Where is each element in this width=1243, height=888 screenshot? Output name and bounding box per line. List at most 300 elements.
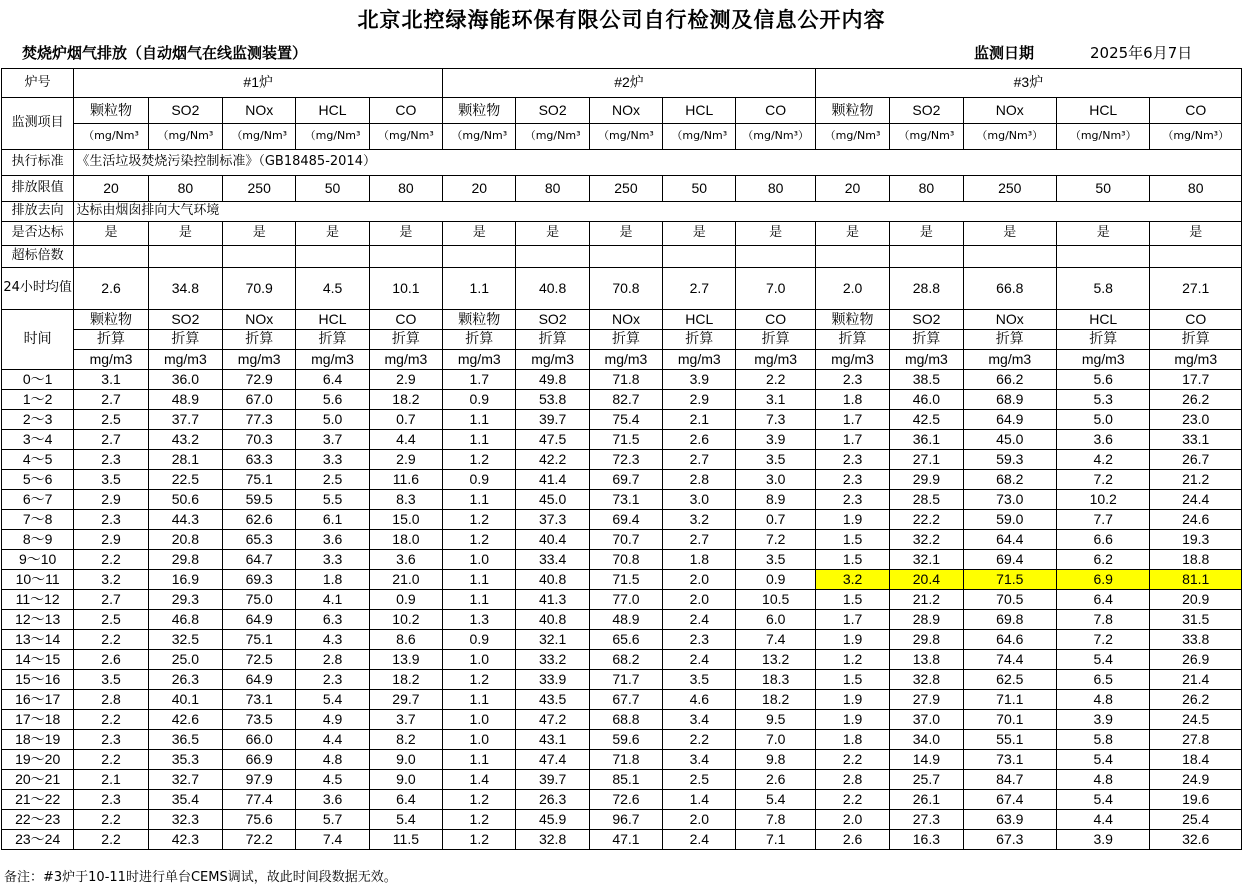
hour-value: 26.1 [890,790,963,810]
hour-value: 3.2 [815,570,889,590]
hour-value: 1.0 [443,650,516,670]
hourly-pollutant-header: HCL [296,310,369,330]
hour-value: 65.3 [223,530,296,550]
hour-value: 33.2 [516,650,589,670]
avg24-value: 2.6 [74,268,148,310]
hour-value: 36.0 [148,370,222,390]
unit-cell: （mg/Nm³ [890,124,963,150]
hour-time: 3～4 [2,430,74,450]
hour-value: 27.8 [1150,730,1242,750]
exceed-value [148,246,222,268]
hour-value: 39.7 [516,410,589,430]
page-title: 北京北控绿海能环保有限公司自行检测及信息公开内容 [357,8,886,32]
hour-value: 1.1 [443,590,516,610]
converted-label: 折算 [890,330,963,350]
hour-value: 3.1 [736,390,815,410]
hour-value: 32.7 [148,770,222,790]
limit-value: 80 [890,176,963,202]
hour-value: 2.7 [74,390,148,410]
hour-value: 11.5 [369,830,442,850]
hour-value: 69.8 [963,610,1056,630]
hour-value: 2.0 [663,810,736,830]
hour-value: 62.5 [963,670,1056,690]
hour-value: 2.5 [663,770,736,790]
exceed-label: 超标倍数 [2,246,74,268]
hour-value: 7.4 [736,630,815,650]
hour-value: 2.6 [74,650,148,670]
hourly-pollutant-header: 颗粒物 [815,310,889,330]
hour-value: 0.9 [443,630,516,650]
items-label: 监测项目 [2,98,74,150]
hour-value: 75.0 [223,590,296,610]
hour-time: 10～11 [2,570,74,590]
hour-time: 18～19 [2,730,74,750]
hour-value: 32.6 [1150,830,1242,850]
hour-value: 4.3 [296,630,369,650]
hour-value: 85.1 [589,770,662,790]
hour-value: 4.1 [296,590,369,610]
pollutant-header: CO [736,98,815,124]
limit-label: 排放限值 [2,176,74,202]
hour-value: 20.8 [148,530,222,550]
hourly-pollutant-header: SO2 [516,310,589,330]
hour-value: 29.3 [148,590,222,610]
exceed-value [890,246,963,268]
hour-value: 41.4 [516,470,589,490]
compliant-value: 是 [963,222,1056,246]
hour-value: 35.4 [148,790,222,810]
hour-value: 2.2 [663,730,736,750]
hour-value: 11.6 [369,470,442,490]
hour-value: 47.2 [516,710,589,730]
hourly-pollutant-header: NOx [963,310,1056,330]
hour-value: 28.5 [890,490,963,510]
avg24-value: 7.0 [736,268,815,310]
hour-value: 69.4 [589,510,662,530]
hour-value: 2.9 [369,370,442,390]
hour-value: 42.6 [148,710,222,730]
furnace-no-label: 炉号 [2,69,74,98]
hour-value: 2.4 [663,650,736,670]
hour-value: 3.2 [74,570,148,590]
hour-value: 62.6 [223,510,296,530]
hour-value: 10.5 [736,590,815,610]
hour-value: 2.5 [296,470,369,490]
hour-value: 26.7 [1150,450,1242,470]
hour-value: 2.3 [815,470,889,490]
hour-value: 4.9 [296,710,369,730]
unit-cell: （mg/Nm³ [148,124,222,150]
converted-label: 折算 [663,330,736,350]
hour-value: 71.8 [589,370,662,390]
hour-value: 2.3 [74,790,148,810]
hourly-pollutant-header: HCL [1057,310,1150,330]
furnace-header: #1炉 [74,69,443,98]
hour-value: 14.9 [890,750,963,770]
unit-cell: （mg/Nm³ [296,124,369,150]
hour-value: 3.0 [663,490,736,510]
avg24-value: 2.0 [815,268,889,310]
hourly-unit: mg/m3 [663,350,736,370]
direction-text: 达标由烟囱排向大气环境 [74,202,1242,222]
limit-value: 20 [815,176,889,202]
hour-value: 47.5 [516,430,589,450]
hour-value: 43.1 [516,730,589,750]
hour-time: 15～16 [2,670,74,690]
converted-label: 折算 [296,330,369,350]
hour-value: 3.5 [736,450,815,470]
hour-value: 64.9 [223,610,296,630]
hour-value: 67.0 [223,390,296,410]
hour-value: 3.9 [1057,710,1150,730]
unit-cell: （mg/Nm³） [736,124,815,150]
hour-value: 73.1 [589,490,662,510]
hour-value: 21.4 [1150,670,1242,690]
hour-time: 6～7 [2,490,74,510]
hour-value: 68.8 [589,710,662,730]
compliant-value: 是 [663,222,736,246]
hour-value: 5.0 [296,410,369,430]
limit-value: 50 [1057,176,1150,202]
hour-value: 10.2 [1057,490,1150,510]
hour-value: 71.5 [589,570,662,590]
hour-time: 16～17 [2,690,74,710]
hour-value: 67.3 [963,830,1056,850]
unit-cell: （mg/Nm³） [1150,124,1242,150]
hour-value: 55.1 [963,730,1056,750]
avg24-value: 1.1 [443,268,516,310]
hour-value: 75.1 [223,470,296,490]
converted-label: 折算 [963,330,1056,350]
compliant-value: 是 [516,222,589,246]
hour-time: 8～9 [2,530,74,550]
hour-value: 2.3 [74,510,148,530]
exceed-value [736,246,815,268]
exceed-value [74,246,148,268]
hour-value: 1.5 [815,530,889,550]
unit-cell: （mg/Nm³ [443,124,516,150]
hour-value: 17.7 [1150,370,1242,390]
hour-value: 41.3 [516,590,589,610]
hour-value: 7.8 [1057,610,1150,630]
hour-value: 37.7 [148,410,222,430]
hour-value: 4.5 [296,770,369,790]
hour-value: 67.7 [589,690,662,710]
hour-value: 2.1 [74,770,148,790]
hour-value: 21.0 [369,570,442,590]
hour-value: 1.8 [815,730,889,750]
compliant-value: 是 [148,222,222,246]
compliant-value: 是 [369,222,442,246]
hour-value: 10.2 [369,610,442,630]
hour-value: 3.3 [296,550,369,570]
hour-value: 1.1 [443,750,516,770]
hour-value: 2.3 [74,450,148,470]
hour-value: 3.5 [74,670,148,690]
hour-value: 29.8 [148,550,222,570]
hour-value: 26.2 [1150,690,1242,710]
hour-value: 69.3 [223,570,296,590]
hour-value: 6.3 [296,610,369,630]
hour-value: 2.7 [74,590,148,610]
hour-value: 47.4 [516,750,589,770]
hour-value: 63.9 [963,810,1056,830]
hour-value: 9.0 [369,750,442,770]
hour-value: 6.4 [1057,590,1150,610]
hour-value: 42.3 [148,830,222,850]
hour-value: 45.0 [516,490,589,510]
hour-value: 3.7 [369,710,442,730]
hour-value: 5.4 [736,790,815,810]
hour-time: 2～3 [2,410,74,430]
hour-value: 5.6 [296,390,369,410]
hour-value: 32.8 [890,670,963,690]
hour-value: 7.4 [296,830,369,850]
avg24-value: 70.8 [589,268,662,310]
hour-time: 17～18 [2,710,74,730]
hour-value: 64.7 [223,550,296,570]
hour-value: 1.9 [815,710,889,730]
hour-value: 7.1 [736,830,815,850]
hour-value: 3.6 [296,530,369,550]
hour-value: 13.2 [736,650,815,670]
hour-value: 2.2 [74,810,148,830]
hour-value: 34.0 [890,730,963,750]
hour-value: 37.0 [890,710,963,730]
hour-value: 2.2 [74,550,148,570]
unit-cell: （mg/Nm³ [223,124,296,150]
hour-value: 1.9 [815,690,889,710]
hour-value: 82.7 [589,390,662,410]
hour-value: 1.4 [443,770,516,790]
hour-time: 13～14 [2,630,74,650]
hourly-unit: mg/m3 [443,350,516,370]
hour-value: 0.7 [736,510,815,530]
hour-value: 7.3 [736,410,815,430]
pollutant-header: CO [1150,98,1242,124]
exceed-value [663,246,736,268]
pollutant-header: 颗粒物 [443,98,516,124]
hour-value: 45.9 [516,810,589,830]
hour-value: 5.8 [1057,730,1150,750]
hour-value: 2.3 [663,630,736,650]
limit-value: 20 [74,176,148,202]
hour-value: 22.5 [148,470,222,490]
hour-value: 1.7 [815,610,889,630]
hourly-pollutant-header: NOx [589,310,662,330]
hour-value: 5.0 [1057,410,1150,430]
footnote: 备注：#3炉于10-11时进行单台CEMS调试，故此时间段数据无效。 [4,870,397,885]
standard-text: 《生活垃圾焚烧污染控制标准》（GB18485-2014） [74,150,1242,176]
furnace-header: #2炉 [443,69,816,98]
hour-value: 42.2 [516,450,589,470]
hour-time: 20～21 [2,770,74,790]
hour-value: 2.1 [663,410,736,430]
hour-value: 6.2 [1057,550,1150,570]
hour-value: 7.2 [1057,630,1150,650]
hourly-pollutant-header: CO [1150,310,1242,330]
hour-value: 2.7 [663,530,736,550]
hour-value: 0.9 [443,470,516,490]
hour-value: 16.9 [148,570,222,590]
hour-value: 8.2 [369,730,442,750]
pollutant-header: SO2 [148,98,222,124]
hourly-pollutant-header: NOx [223,310,296,330]
avg24-value: 10.1 [369,268,442,310]
hour-value: 5.3 [1057,390,1150,410]
hour-value: 72.6 [589,790,662,810]
unit-cell: （mg/Nm³ [74,124,148,150]
hour-value: 6.1 [296,510,369,530]
hour-value: 1.4 [663,790,736,810]
hour-value: 6.4 [296,370,369,390]
hour-value: 7.2 [736,530,815,550]
hour-value: 2.8 [74,690,148,710]
compliant-value: 是 [223,222,296,246]
hourly-unit: mg/m3 [516,350,589,370]
hour-value: 47.1 [589,830,662,850]
hour-value: 6.5 [1057,670,1150,690]
hour-value: 2.0 [663,590,736,610]
hour-value: 24.4 [1150,490,1242,510]
hourly-unit: mg/m3 [148,350,222,370]
hour-value: 2.3 [815,370,889,390]
hour-value: 33.4 [516,550,589,570]
hour-value: 20.9 [1150,590,1242,610]
pollutant-header: NOx [223,98,296,124]
furnace-header: #3炉 [815,69,1241,98]
hour-value: 2.0 [663,570,736,590]
hour-value: 40.4 [516,530,589,550]
converted-label: 折算 [369,330,442,350]
converted-label: 折算 [148,330,222,350]
hour-value: 1.1 [443,410,516,430]
compliant-value: 是 [815,222,889,246]
hour-value: 2.2 [74,630,148,650]
emission-table [1,68,1242,850]
hour-value: 32.3 [148,810,222,830]
hour-value: 3.1 [74,370,148,390]
avg24-value: 28.8 [890,268,963,310]
limit-value: 50 [296,176,369,202]
hour-value: 1.7 [815,410,889,430]
hour-time: 4～5 [2,450,74,470]
hour-value: 32.1 [890,550,963,570]
limit-value: 20 [443,176,516,202]
hour-value: 29.9 [890,470,963,490]
hour-value: 44.3 [148,510,222,530]
avg24-value: 70.9 [223,268,296,310]
hour-value: 46.0 [890,390,963,410]
hour-value: 2.8 [663,470,736,490]
hour-value: 39.7 [516,770,589,790]
hour-value: 5.4 [1057,790,1150,810]
monitor-date-label: 监测日期 [974,44,1035,62]
hour-value: 48.9 [589,610,662,630]
hour-value: 59.3 [963,450,1056,470]
exceed-value [1150,246,1242,268]
hour-value: 59.0 [963,510,1056,530]
hour-value: 1.5 [815,550,889,570]
hour-value: 29.7 [369,690,442,710]
hour-value: 4.8 [296,750,369,770]
hour-value: 70.8 [589,550,662,570]
hour-value: 77.4 [223,790,296,810]
hour-value: 3.4 [663,750,736,770]
hour-value: 73.1 [223,690,296,710]
converted-label: 折算 [1150,330,1242,350]
hour-time: 5～6 [2,470,74,490]
hour-value: 5.4 [296,690,369,710]
hour-value: 2.7 [663,450,736,470]
hour-value: 28.9 [890,610,963,630]
pollutant-header: CO [369,98,442,124]
hour-value: 1.2 [443,670,516,690]
hour-value: 2.9 [663,390,736,410]
hour-value: 4.8 [1057,690,1150,710]
compliant-value: 是 [589,222,662,246]
hour-value: 36.1 [890,430,963,450]
hour-value: 7.2 [1057,470,1150,490]
hour-time: 0～1 [2,370,74,390]
hour-value: 1.7 [815,430,889,450]
hour-value: 42.5 [890,410,963,430]
exceed-value [963,246,1056,268]
hour-time: 19～20 [2,750,74,770]
unit-cell: （mg/Nm³ [369,124,442,150]
hour-value: 9.5 [736,710,815,730]
pollutant-header: 颗粒物 [74,98,148,124]
hour-value: 3.4 [663,710,736,730]
hour-value: 4.4 [296,730,369,750]
hour-value: 18.0 [369,530,442,550]
hour-time: 21～22 [2,790,74,810]
hour-value: 53.8 [516,390,589,410]
hourly-unit: mg/m3 [1057,350,1150,370]
hour-value: 26.2 [1150,390,1242,410]
pollutant-header: HCL [1057,98,1150,124]
hour-value: 21.2 [1150,470,1242,490]
avg24-value: 66.8 [963,268,1056,310]
hour-time: 1～2 [2,390,74,410]
hour-value: 1.5 [815,670,889,690]
hour-value: 18.3 [736,670,815,690]
hour-value: 4.8 [1057,770,1150,790]
hour-value: 1.3 [443,610,516,630]
hour-value: 72.2 [223,830,296,850]
hour-value: 1.2 [443,530,516,550]
hour-value: 32.2 [890,530,963,550]
hour-value: 3.2 [663,510,736,530]
compliant-value: 是 [1057,222,1150,246]
avg24-value: 40.8 [516,268,589,310]
hour-value: 5.4 [1057,650,1150,670]
hour-value: 19.6 [1150,790,1242,810]
hour-value: 73.5 [223,710,296,730]
hour-value: 1.1 [443,570,516,590]
hour-value: 68.9 [963,390,1056,410]
hour-value: 1.1 [443,690,516,710]
hour-time: 12～13 [2,610,74,630]
hour-value: 22.2 [890,510,963,530]
hour-value: 1.1 [443,430,516,450]
hour-value: 72.3 [589,450,662,470]
hour-value: 2.9 [74,530,148,550]
hour-value: 33.9 [516,670,589,690]
hour-value: 3.5 [736,550,815,570]
avg24-label: 24小时均值 [2,268,74,310]
pollutant-header: SO2 [890,98,963,124]
